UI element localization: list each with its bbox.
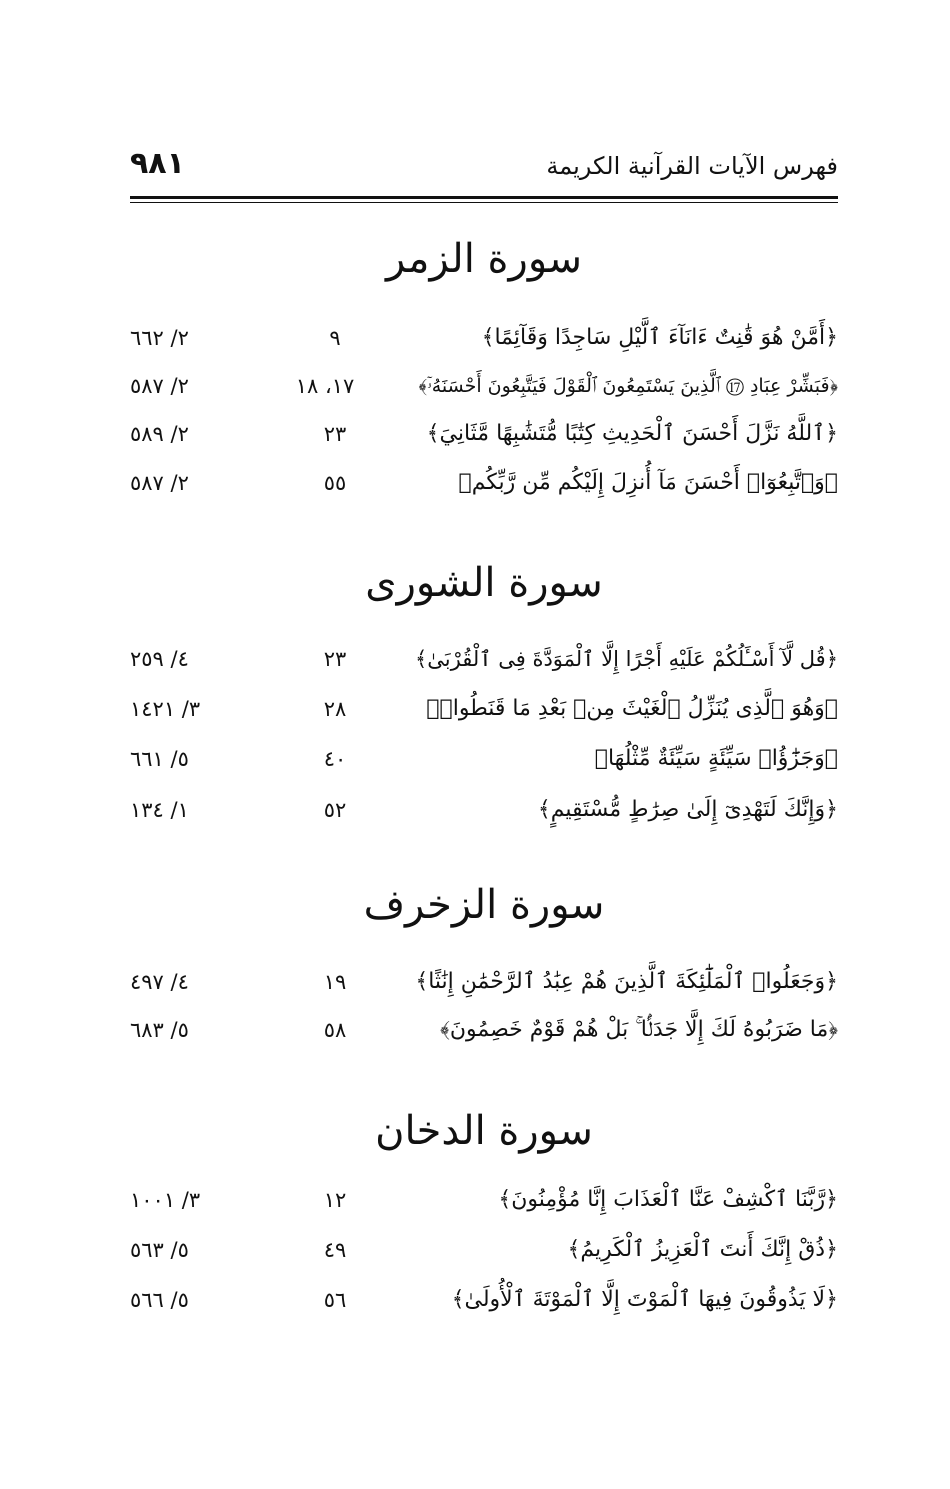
page-number: ٩٨١ <box>130 146 185 181</box>
verse-number: ١٩ <box>323 970 347 994</box>
verse-entry <box>130 463 838 503</box>
verse-number: ١٢ <box>323 1188 347 1212</box>
surah-title-shura: سورة الشورى <box>365 560 603 606</box>
page-reference: ٥/ ٦٦١ <box>130 747 189 771</box>
verse-entry <box>130 962 838 1002</box>
verse-entry <box>130 639 838 679</box>
verse-number: ٥٨ <box>323 1018 347 1042</box>
verse-text: ﴿رَّبَّنَا ٱكْشِفْ عَنَّا ٱلْعَذَابَ إِنَّا مُؤْمِنُونَ﴾ <box>498 1187 838 1212</box>
page-reference: ٥/ ٥٦٦ <box>130 1288 189 1312</box>
verse-text: ﴿وَجَزَٰٓؤُا۟ سَيِّئَةٍ سَيِّئَةٌ مِّثْلُهَا﴾ <box>594 746 838 771</box>
verse-number: ٥٥ <box>323 471 347 495</box>
verse-entry <box>130 689 838 729</box>
verse-text: ﴿لَا يَذُوقُونَ فِيهَا ٱلْمَوْتَ إِلَّا ٱلْمَوْتَةَ ٱلْأُولَىٰ﴾ <box>451 1287 838 1312</box>
verse-entry <box>130 318 838 358</box>
verse-text: ﴿ذُقْ إِنَّكَ أَنتَ ٱلْعَزِيزُ ٱلْكَرِيمُ﴾ <box>567 1237 838 1262</box>
verse-number: ٤٠ <box>323 747 347 771</box>
verse-number: ٢٨ <box>323 697 347 721</box>
verse-entry <box>130 366 838 406</box>
surah-title-dukhan: سورة الدخان <box>375 1108 593 1154</box>
verse-text: ﴿أَمَّنْ هُوَ قَٰنِتٌ ءَانَآءَ ٱلَّيْلِ سَاجِدًا وَقَآئِمًا﴾ <box>481 325 838 350</box>
surah-title-zumar: سورة الزمر <box>385 236 583 282</box>
verse-entry <box>130 1010 838 1050</box>
verse-number: ٩ <box>329 326 341 350</box>
verse-text: ﴿وَٱتَّبِعُوٓا۟ أَحْسَنَ مَآ أُنزِلَ إِلَيْكُم مِّن رَّبِّكُم﴾ <box>458 470 838 495</box>
verse-text: ﴿ٱللَّهُ نَزَّلَ أَحْسَنَ ٱلْحَدِيثِ كِتَٰبًا مُّتَشَٰبِهًا مَّثَانِيَ﴾ <box>426 421 838 446</box>
header-rule-thick <box>130 196 838 199</box>
verse-number: ٥٦ <box>323 1288 347 1312</box>
verse-entry <box>130 1280 838 1320</box>
page-reference: ٢/ ٦٦٢ <box>130 326 189 350</box>
verse-text: ﴿وَجَعَلُوا۟ ٱلْمَلَٰٓئِكَةَ ٱلَّذِينَ هُمْ عِبَٰدُ ٱلرَّحْمَٰنِ إِنَٰثًا﴾ <box>415 969 838 994</box>
verse-number: ١٧، ١٨ <box>295 374 355 398</box>
verse-number: ٥٢ <box>323 798 347 822</box>
page-reference: ٥/ ٦٨٣ <box>130 1018 189 1042</box>
verse-entry <box>130 790 838 830</box>
page-reference: ٢/ ٥٨٧ <box>130 471 189 495</box>
verse-text: ﴿وَهُوَ ٱلَّذِى يُنَزِّلُ ٱلْغَيْثَ مِنۢ بَعْدِ مَا قَنَطُوا۟﴾ <box>426 696 838 721</box>
verse-entry <box>130 414 838 454</box>
page-reference: ١/ ١٣٤ <box>130 798 189 822</box>
running-title: فهرس الآيات القرآنية الكريمة <box>546 152 838 180</box>
page-reference: ٥/ ٥٦٣ <box>130 1238 189 1262</box>
verse-text: ﴿قُل لَّآ أَسْـَٔلُكُمْ عَلَيْهِ أَجْرًا إِلَّا ٱلْمَوَدَّةَ فِى ٱلْقُرْبَىٰ﴾ <box>414 647 838 671</box>
page-reference: ٣/ ١٤٢١ <box>130 697 201 721</box>
page-reference: ٢/ ٥٨٩ <box>130 422 189 446</box>
verse-text: ﴿فَبَشِّرْ عِبَادِ ⑰ ٱلَّذِينَ يَسْتَمِعُونَ ٱلْقَوْلَ فَيَتَّبِعُونَ أَحْسَنَهُۥٓ﴾ <box>418 375 838 397</box>
page-reference: ٤/ ٢٥٩ <box>130 647 189 671</box>
surah-title-zukhruf: سورة الزخرف <box>363 882 605 928</box>
page-reference: ٢/ ٥٨٧ <box>130 374 189 398</box>
header-rule-thin <box>130 202 838 203</box>
verse-text: ﴿مَا ضَرَبُوهُ لَكَ إِلَّا جَدَلًۢا ۚ بَلْ هُمْ قَوْمٌ خَصِمُونَ﴾ <box>440 1017 838 1042</box>
page-reference: ٣/ ١٠٠١ <box>130 1188 201 1212</box>
verse-text: ﴿وَإِنَّكَ لَتَهْدِىٓ إِلَىٰ صِرَٰطٍ مُّسْتَقِيمٍ﴾ <box>537 797 838 822</box>
verse-number: ٤٩ <box>323 1238 347 1262</box>
page-header <box>130 140 838 190</box>
verse-number: ٢٣ <box>323 647 347 671</box>
verse-number: ٢٣ <box>323 422 347 446</box>
page-reference: ٤/ ٤٩٧ <box>130 970 189 994</box>
verse-entry <box>130 739 838 779</box>
verse-entry <box>130 1180 838 1220</box>
verse-entry <box>130 1230 838 1270</box>
